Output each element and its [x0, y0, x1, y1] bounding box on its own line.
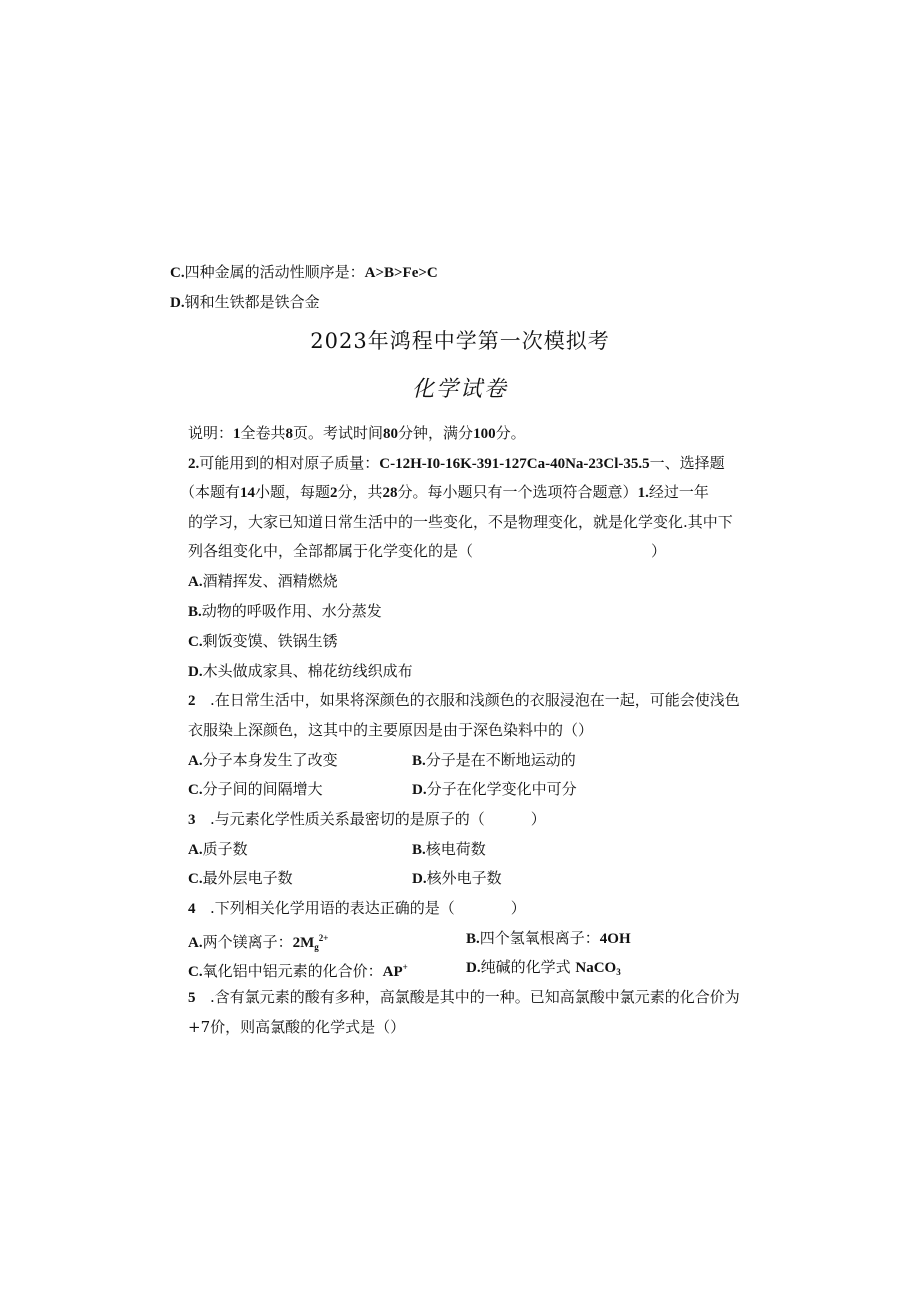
option-text: 核外电子数 [426, 869, 502, 887]
formula: 2M [292, 935, 315, 951]
option-letter: D. [170, 295, 185, 311]
formula-superscript: + [402, 962, 408, 972]
option-text: 剩饭变馍、铁锅生锈 [202, 632, 338, 650]
option-letter: B. [466, 931, 480, 947]
option-text: 分子在化学变化中可分 [426, 780, 577, 798]
question-text: .含有氯元素的酸有多种，高氯酸是其中的一种。已知高氯酸中氯元素的化合价为 [210, 988, 740, 1006]
option-text: 木头做成家具、棉花纺线织成布 [202, 662, 413, 680]
q3-stem [188, 809, 546, 830]
option-text: 分子是在不断地运动的 [425, 751, 576, 769]
q2-option-b [412, 750, 576, 771]
question-text: .在日常生活中，如果将深颜色的衣服和浅颜色的衣服浸泡在一起，可能会使浅色 [210, 691, 740, 709]
option-letter: B. [412, 753, 426, 769]
option-letter: D. [188, 664, 203, 680]
q4-option-b [466, 928, 631, 949]
option-text: 动物的呼吸作用、水分蒸发 [201, 602, 382, 620]
text: 可能用到的相对原子质量： [199, 454, 380, 472]
option-letter: C. [188, 634, 203, 650]
formula-subscript: g [314, 942, 319, 952]
q3-option-c [188, 868, 293, 889]
text: 说明： [188, 424, 234, 442]
number: 100 [473, 426, 496, 442]
text: 分。每小题只有一个选项符合题意） [397, 483, 638, 501]
instructions-line-4: 的学习，大家已知道日常生活中的一些变化，不是物理变化，就是化学变化.其中下 [188, 513, 733, 531]
option-letter: C. [188, 871, 203, 887]
q5-stem-line-2: +7价，则高氯酸的化学式是（） [188, 1018, 406, 1036]
question-number: 3 [188, 812, 196, 828]
option-letter: C. [188, 964, 203, 980]
instructions-line-5 [188, 541, 666, 561]
q1-option-c [188, 631, 338, 652]
number: 8 [285, 426, 294, 442]
number: 14 [240, 485, 256, 501]
option-letter: D. [412, 871, 427, 887]
option-text: 两个镁离子： [202, 933, 293, 951]
text: 页。考试时间 [293, 424, 384, 442]
option-letter: B. [188, 604, 202, 620]
formula-subscript: 3 [616, 967, 621, 977]
option-text: 氧化铝中铝元素的化合价： [202, 962, 383, 980]
q4-option-c [188, 957, 408, 982]
option-letter: B. [412, 842, 426, 858]
q4-option-a [188, 928, 328, 957]
q2-stem-line-2: 衣服染上深颜色，这其中的主要原因是由于深色染料中的（） [188, 721, 594, 739]
text: 分，共 [337, 483, 383, 501]
question-number: 1. [637, 485, 649, 501]
q3-option-d [412, 868, 502, 889]
instructions-line-2 [188, 453, 725, 474]
text: 分。 [495, 424, 526, 442]
option-text: 核电荷数 [425, 840, 486, 858]
text: 分钟，满分 [398, 424, 474, 442]
q2-option-a [188, 750, 338, 771]
carryover-option-d [170, 292, 320, 313]
number: 1 [233, 426, 241, 442]
formula: NaCO [575, 960, 617, 976]
text: ） [510, 899, 526, 917]
option-formula: A>B>Fe>C [364, 265, 438, 281]
question-text: .下列相关化学用语的表达正确的是（ [210, 899, 455, 917]
q1-option-a [188, 571, 338, 592]
text: ） [651, 542, 667, 560]
text: 全卷共 [240, 424, 286, 442]
text: （本题有 [180, 483, 241, 501]
number: 28 [382, 485, 398, 501]
page-title: 2023年鸿程中学第一次模拟考 [310, 329, 610, 353]
q2-stem-line-1 [188, 690, 740, 711]
text: 经过一年 [648, 483, 709, 501]
carryover-option-c [170, 262, 438, 283]
formula: 4OH [599, 931, 631, 947]
option-letter: A. [188, 753, 203, 769]
q2-option-d [412, 779, 577, 800]
q5-stem-line-1 [188, 987, 740, 1008]
option-letter: C. [188, 782, 203, 798]
q3-option-a [188, 839, 248, 860]
option-text: 酒精挥发、酒精燃烧 [202, 572, 338, 590]
section-heading: 一、选择题 [649, 454, 725, 472]
number: 2 [330, 485, 338, 501]
q3-option-b [412, 839, 486, 860]
question-number: 2 [188, 693, 196, 709]
question-number: 5 [188, 990, 196, 1006]
q1-option-d [188, 661, 413, 682]
option-text: 质子数 [202, 840, 248, 858]
number: 2. [188, 456, 200, 472]
option-letter: D. [466, 960, 481, 976]
option-letter: A. [188, 842, 203, 858]
q1-option-b [188, 601, 382, 622]
option-text: 四个氢氧根离子： [479, 929, 600, 947]
option-text: 分子本身发生了改变 [202, 751, 338, 769]
instructions-line-3 [180, 482, 709, 503]
question-number: 4 [188, 901, 196, 917]
option-text: 分子间的间隔增大 [202, 780, 323, 798]
question-text: .与元素化学性质关系最密切的是原子的（ [210, 810, 485, 828]
option-letter: D. [412, 782, 427, 798]
option-text: 最外层电子数 [202, 869, 293, 887]
option-text: 纯碱的化学式 [480, 958, 576, 976]
option-letter: A. [188, 935, 203, 951]
option-letter: A. [188, 574, 203, 590]
q2-option-c [188, 779, 323, 800]
text: 小题，每题 [255, 483, 331, 501]
atomic-masses: C-12H-I0-16K-391-127Ca-40Na-23Cl-35.5 [379, 456, 650, 472]
text: ） [530, 810, 546, 828]
instructions-line-1 [188, 423, 526, 444]
option-text: 四种金属的活动性顺序是： [184, 263, 365, 281]
q4-option-d [466, 957, 621, 982]
q4-stem [188, 898, 526, 919]
option-text: 钢和生铁都是铁合金 [184, 293, 320, 311]
formula: AP [382, 964, 403, 980]
formula-superscript: 2+ [318, 933, 329, 943]
page-subtitle: 化学试卷 [411, 377, 508, 402]
number: 80 [383, 426, 399, 442]
option-letter: C. [170, 265, 185, 281]
text: 列各组变化中，全部都属于化学变化的是（ [188, 542, 474, 560]
